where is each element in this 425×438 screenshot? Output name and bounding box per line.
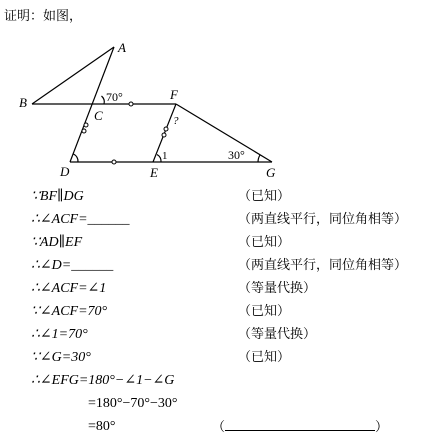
- proof-row: [0, 187, 425, 207]
- proof-statement: ∴∠ACF=∠1: [31, 281, 107, 296]
- proof-statement: =80°: [88, 419, 116, 434]
- final-reason-blank[interactable]: [212, 417, 388, 437]
- proof-reason: （等量代换）: [238, 281, 317, 296]
- proof-row: [0, 233, 425, 253]
- proof-row: [0, 394, 425, 414]
- proof-row: [0, 371, 425, 391]
- angle-arc-C: [102, 96, 105, 104]
- parallel-mark-AD-1: [84, 123, 88, 127]
- intro-text: 证明：如图，: [4, 9, 83, 24]
- angle-arc-G: [258, 155, 260, 162]
- parallel-mark-EF-2: [162, 133, 166, 137]
- proof-reason: （已知）: [238, 235, 291, 250]
- angle-label-E: 1: [162, 150, 168, 162]
- proof-statement: ∴∠1=70°: [31, 327, 88, 342]
- proof-statement: ∵BF∥DG: [31, 189, 84, 204]
- segment-FG: [176, 104, 272, 162]
- parallel-mark-EF-1: [164, 127, 168, 131]
- proof-reason: （两直线平行，同位角相等）: [238, 258, 408, 273]
- answer-blank-line[interactable]: [225, 417, 375, 431]
- angle-label-G: 30°: [228, 148, 245, 162]
- proof-statement: ∴∠EFG=180°−∠1−∠G: [31, 373, 175, 388]
- proof-reason: （两直线平行，同位角相等）: [238, 212, 408, 227]
- proof-statement: ∴∠ACF=______: [31, 212, 130, 227]
- proof-statement: ∵∠G=30°: [31, 350, 91, 365]
- proof-row: [0, 325, 425, 345]
- proof-row: [0, 348, 425, 368]
- proof-reason: （等量代换）: [238, 327, 317, 342]
- angle-arc-D: [74, 154, 79, 162]
- parallel-mark-AD-2: [82, 129, 86, 133]
- point-label-B: B: [19, 95, 27, 110]
- proof-statement: ∴∠D=______: [31, 258, 114, 273]
- midpoint-mark-CF: [129, 102, 133, 106]
- proof-row: [0, 302, 425, 322]
- angle-arc-E: [157, 155, 161, 163]
- point-label-G: G: [266, 165, 276, 180]
- proof-statement: =180°−70°−30°: [88, 396, 178, 411]
- midpoint-mark-DE: [112, 160, 116, 164]
- point-label-C: C: [94, 108, 103, 123]
- point-label-E: E: [150, 165, 158, 180]
- proof-row: [0, 210, 425, 230]
- proof-row: [0, 279, 425, 299]
- proof-reason: （已知）: [238, 350, 291, 365]
- segment-BA: [32, 47, 114, 104]
- proof-statement: ∵AD∥EF: [31, 235, 83, 250]
- proof-reason: （已知）: [238, 304, 291, 319]
- proof-row: [0, 256, 425, 276]
- paren-close: ）: [375, 420, 389, 435]
- angle-label-C: 70°: [106, 90, 123, 104]
- point-label-D: D: [60, 164, 70, 179]
- proof-reason: （已知）: [238, 189, 291, 204]
- point-label-A: A: [118, 40, 126, 55]
- point-label-F: F: [170, 87, 178, 102]
- paren-open: （: [212, 420, 226, 435]
- angle-label-F: ?: [173, 115, 179, 127]
- proof-statement: ∵∠ACF=70°: [31, 304, 108, 319]
- geometry-figure: [0, 0, 425, 180]
